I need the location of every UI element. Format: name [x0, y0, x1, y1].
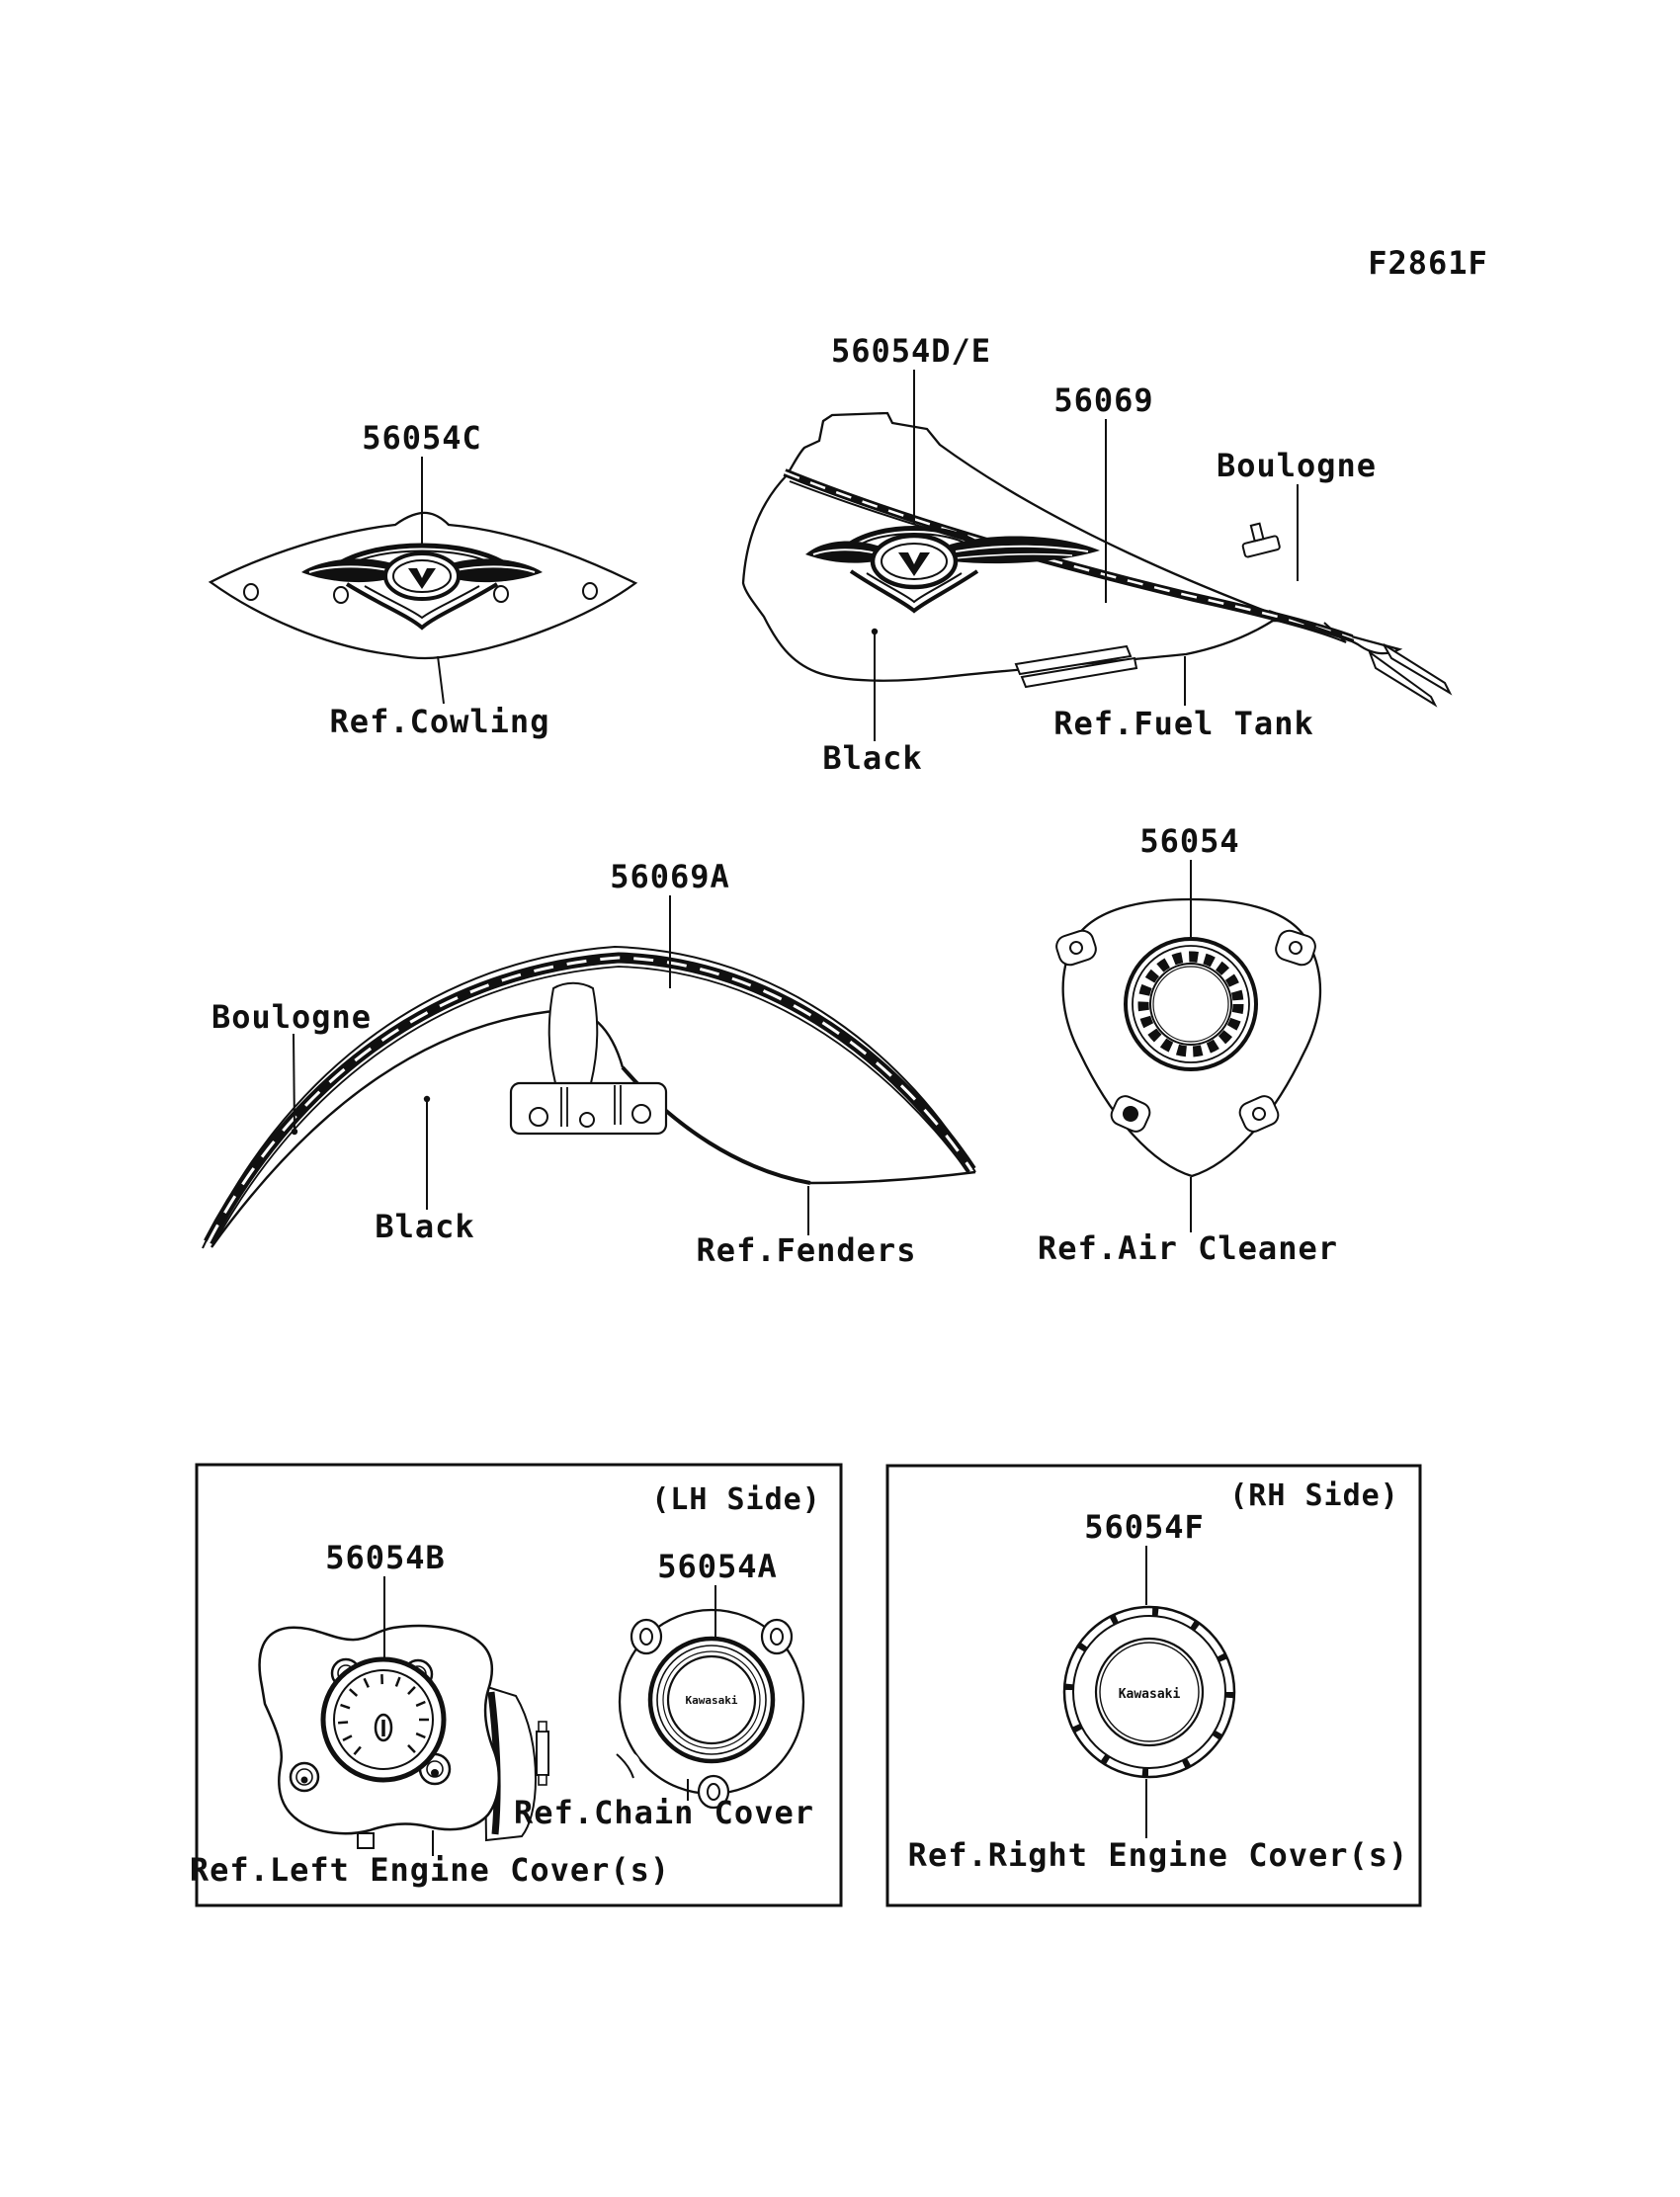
lh-cover-bottom-tab [358, 1833, 374, 1848]
color-label-boulogne-tank: Boulogne [1216, 447, 1378, 484]
air-cleaner-ring-decal [1126, 939, 1256, 1069]
cowling-hole [334, 587, 348, 603]
ref-label-fuel-tank: Ref.Fuel Tank [1053, 705, 1314, 742]
part-label-56054f: 56054F [1084, 1508, 1205, 1546]
leader-dot [292, 1129, 297, 1135]
part-label-56054b: 56054B [325, 1539, 446, 1576]
ref-label-cowling: Ref.Cowling [329, 703, 550, 740]
air-cleaner-tab [1236, 1093, 1281, 1135]
part-label-56054: 56054 [1139, 822, 1240, 860]
part-label-56054c: 56054C [362, 419, 482, 457]
lh-gauge-decal [323, 1659, 444, 1780]
ref-label-fenders: Ref.Fenders [696, 1231, 917, 1269]
leader-dot [872, 629, 878, 634]
brand-text-chain-cover: Kawasaki [685, 1694, 738, 1707]
color-label-black-tank: Black [822, 739, 923, 777]
tank-latch [1238, 520, 1280, 557]
rh-side-label: (RH Side) [1229, 1479, 1399, 1513]
fender-bracket [511, 983, 666, 1134]
ref-label-air-cleaner: Ref.Air Cleaner [1038, 1229, 1338, 1267]
color-label-black-fender: Black [375, 1208, 475, 1245]
leader-ref-cowling [438, 656, 444, 704]
air-cleaner-figure [1053, 860, 1320, 1232]
cowling-figure [210, 457, 635, 704]
lh-cover-latch [537, 1732, 548, 1775]
leader-dot [424, 1096, 430, 1102]
diagram-code: F2861F [1368, 244, 1488, 282]
fuel-tank-figure [743, 370, 1450, 741]
chain-cover-tab [762, 1620, 792, 1653]
ref-label-left-engine-cover: Ref.Left Engine Cover(s) [189, 1851, 671, 1889]
lh-cover-latch-end [539, 1775, 546, 1785]
fender-bottom-edge [810, 1172, 975, 1183]
ref-label-chain-cover: Ref.Chain Cover [514, 1794, 814, 1831]
cowling-hole [583, 583, 597, 599]
chain-cover-tab [631, 1620, 661, 1653]
air-cleaner-tab [1273, 928, 1317, 968]
ref-label-right-engine-cover: Ref.Right Engine Cover(s) [907, 1836, 1409, 1874]
lh-engine-cover-figure [260, 1576, 548, 1856]
lh-cover-latch-end [539, 1722, 546, 1732]
air-cleaner-tab [1053, 928, 1098, 968]
cowling-hole [244, 584, 258, 600]
fender-figure [203, 895, 975, 1248]
cowling-emblem-decal [301, 546, 543, 628]
part-label-56054de: 56054D/E [830, 332, 992, 370]
brand-text-rh-cover: Kawasaki [1118, 1687, 1181, 1702]
part-label-56069: 56069 [1053, 381, 1154, 419]
color-label-boulogne-fender: Boulogne [210, 998, 373, 1036]
part-label-56069a: 56069A [610, 858, 730, 895]
lh-side-label: (LH Side) [651, 1482, 821, 1517]
cowling-hole [494, 586, 508, 602]
air-cleaner-tab [1108, 1093, 1152, 1135]
tank-stripe-tip [1269, 611, 1354, 642]
tank-emblem-decal [805, 529, 1100, 612]
part-label-56054a: 56054A [657, 1548, 778, 1585]
